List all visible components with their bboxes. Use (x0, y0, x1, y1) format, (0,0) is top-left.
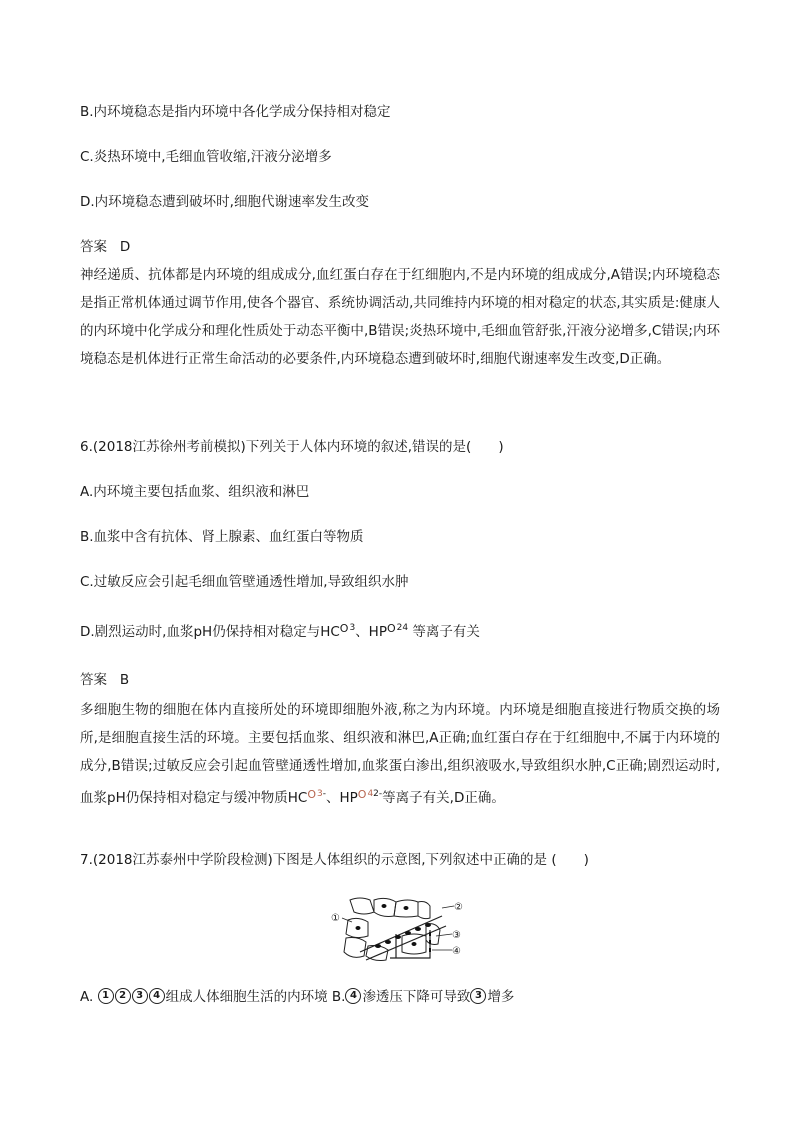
q6-explanation-s1: 3 (316, 789, 323, 799)
q7-options (80, 988, 514, 1006)
answer-value: D (119, 239, 131, 255)
q7-option-b-text: 渗透压下降可导致 (362, 989, 471, 1005)
q6-explanation-c2: 2- (373, 789, 383, 799)
circled-number: 3 (470, 988, 486, 1004)
q5-explanation: 神经递质、抗体都是内环境的组成成分,血红蛋白存在于红细胞内,不是内环境的组成成分,A错误;内环境稳态是指正常机体通过调节作用,使各个器官、系统协调活动,共同维持内环境的相对稳定的状态,其实质是:健康人的内环境中化学成分和理化性质处于动态平衡中,B错误;炎热环境中,毛细血管舒张,汗液分泌增多,C错误;内环境稳态是机体进行正常生命活动的必要条件,内环境稳态遭到破坏时,细胞代谢速率发生改变,D正确。 (80, 267, 720, 367)
q6-option-c: C.过敏反应会引起毛细血管壁通透性增加,导致组织水肿 (80, 574, 409, 590)
q6-option-d-post: 等离子有关 (412, 624, 480, 640)
q7-option-a-pre: A. (80, 989, 94, 1005)
circled-number: 4 (345, 988, 361, 1004)
q5-option-d: D.内环境稳态遭到破坏时,细胞代谢速率发生改变 (80, 194, 369, 210)
q6-option-d-o1: O (339, 622, 350, 635)
q5-option-b: B.内环境稳态是指内环境中各化学成分保持相对稳定 (80, 104, 391, 120)
q7-option-a-text: 组成人体细胞生活的内环境 B. (165, 989, 346, 1005)
q6-option-d-s1: 3 (349, 623, 356, 633)
q5-answer (80, 238, 130, 256)
q6-explanation-mid: 、HP (325, 790, 358, 806)
q6-option-d-mid: 、HP (355, 624, 387, 640)
q6-option-d-s3: 4 (402, 623, 409, 633)
q6-option-b: B.血浆中含有抗体、肾上腺素、血红蛋白等物质 (80, 529, 364, 545)
q6-answer (80, 671, 129, 689)
q6-explanation-pre: 剧烈运动时,血浆pH仍保持相对稳定与缓冲物质HC (80, 758, 720, 806)
circled-number: 2 (115, 988, 131, 1004)
q6-explanation-main: 多细胞生物的细胞在体内直接所处的环境即细胞外液,称之为内环境。内环境是细胞直接进行物质交换的场所,是细胞直接生活的环境。主要包括血浆、组织液和淋巴,A正确;血红蛋白存在于红细胞中,不属于内环境的成分,B错误;过敏反应会引起血管壁通透性增加,血浆蛋白渗出,组织液吸水,导致组织水肿,C正确; (80, 702, 720, 774)
q5-option-c: C.炎热环境中,毛细血管收缩,汗液分泌增多 (80, 149, 332, 165)
q6-option-d-s2: 2 (396, 623, 403, 633)
q6-option-d-o2: O (386, 622, 397, 635)
q6-explanation-o1: O (307, 788, 317, 801)
q6-stem: 6.(2018江苏徐州考前模拟)下列关于人体内环境的叙述,错误的是( ) (80, 439, 504, 455)
q6-option-a: A.内环境主要包括血浆、组织液和淋巴 (80, 484, 310, 500)
answer-label: 答案 (80, 672, 107, 688)
q7-option-b-post: 增多 (487, 989, 515, 1005)
diagram-label-1: ① (331, 913, 340, 924)
diagram-label-4: ④ (452, 946, 461, 957)
q6-explanation-post: 等离子有关,D正确。 (382, 790, 505, 806)
answer-value: B (119, 672, 130, 688)
q6-explanation-c1: - (322, 789, 326, 799)
circled-number: 4 (149, 988, 165, 1004)
q7-stem: 7.(2018江苏泰州中学阶段检测)下图是人体组织的示意图,下列叙述中正确的是 ( ) (80, 852, 589, 868)
q6-option-d-pre: D.剧烈运动时,血浆pH仍保持相对稳定与HC (80, 624, 340, 640)
q6-explanation-s2: 4 (367, 789, 374, 799)
q6-explanation-o2: O (357, 788, 368, 801)
circled-number: 1 (98, 988, 114, 1004)
q6-explanation (80, 696, 720, 812)
diagram-label-3: ③ (452, 930, 461, 941)
tissue-diagram (330, 894, 470, 964)
q6-option-d (80, 619, 480, 641)
diagram-label-2: ② (454, 902, 463, 913)
answer-label: 答案 (80, 239, 107, 255)
circled-number: 3 (132, 988, 148, 1004)
